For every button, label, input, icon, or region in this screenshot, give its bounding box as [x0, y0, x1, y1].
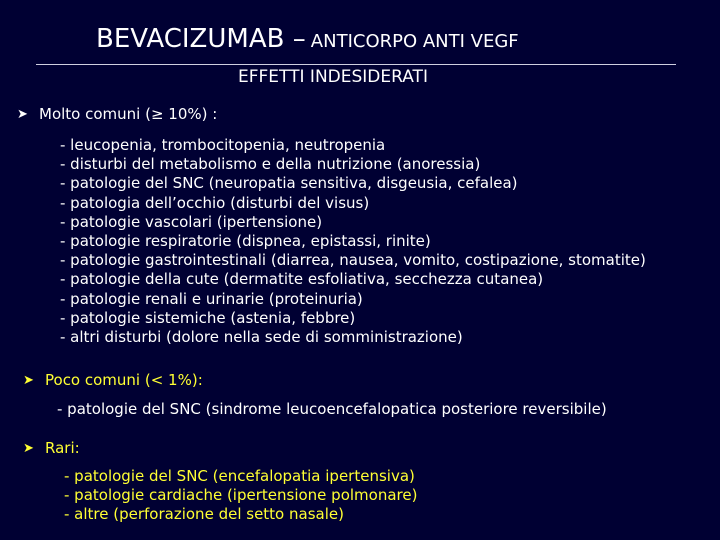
slide-title	[96, 24, 519, 54]
list-item: - patologie sistemiche (astenia, febbre)	[60, 308, 356, 327]
title-sub: ANTICORPO ANTI VEGF	[310, 31, 519, 52]
uncommon-effects-list	[57, 400, 607, 419]
arrowhead-bullet-icon: ➤	[17, 106, 28, 122]
rare-effects-list	[64, 467, 417, 525]
title-main: BEVACIZUMAB –	[96, 24, 306, 54]
title-divider	[36, 64, 676, 65]
list-item: - patologie respiratorie (dispnea, epistassi, rinite)	[60, 232, 431, 251]
list-item: - leucopenia, trombocitopenia, neutropenia	[60, 136, 386, 154]
list-item: - patologie del SNC (encefalopatia ipertensiva)	[64, 467, 415, 485]
common-effects-list	[60, 136, 646, 347]
section-heading-label: Rari:	[45, 439, 80, 457]
list-item: - patologie renali e urinarie (proteinuria)	[60, 289, 363, 308]
section-heading-uncommon	[23, 371, 203, 389]
list-item: - patologie vascolari (ipertensione)	[60, 212, 323, 231]
list-item: - patologie gastrointestinali (diarrea, nausea, vomito, costipazione, stomatite)	[60, 251, 646, 270]
section-heading-label: Molto comuni (≥ 10%) :	[39, 105, 218, 123]
list-item: - altri disturbi (dolore nella sede di somministrazione)	[60, 328, 463, 347]
slide-subtitle: EFFETTI INDESIDERATI	[238, 67, 428, 87]
list-item: - altre (perforazione del setto nasale)	[64, 505, 344, 524]
list-item: - patologie del SNC (neuropatia sensitiva, disgeusia, cefalea)	[60, 174, 518, 193]
list-item: - patologie del SNC (sindrome leucoencefalopatica posteriore reversibile)	[57, 400, 607, 418]
section-heading-common	[17, 105, 217, 123]
list-item: - patologie cardiache (ipertensione polmonare)	[64, 486, 418, 505]
list-item: - disturbi del metabolismo e della nutrizione (anoressia)	[60, 155, 481, 174]
list-item: - patologia dell’occhio (disturbi del visus)	[60, 193, 370, 212]
arrowhead-bullet-icon: ➤	[23, 440, 34, 456]
section-heading-label: Poco comuni (< 1%):	[45, 371, 203, 389]
arrowhead-bullet-icon: ➤	[23, 372, 34, 388]
section-heading-rare	[23, 439, 80, 457]
list-item: - patologie della cute (dermatite esfoliativa, secchezza cutanea)	[60, 270, 544, 289]
